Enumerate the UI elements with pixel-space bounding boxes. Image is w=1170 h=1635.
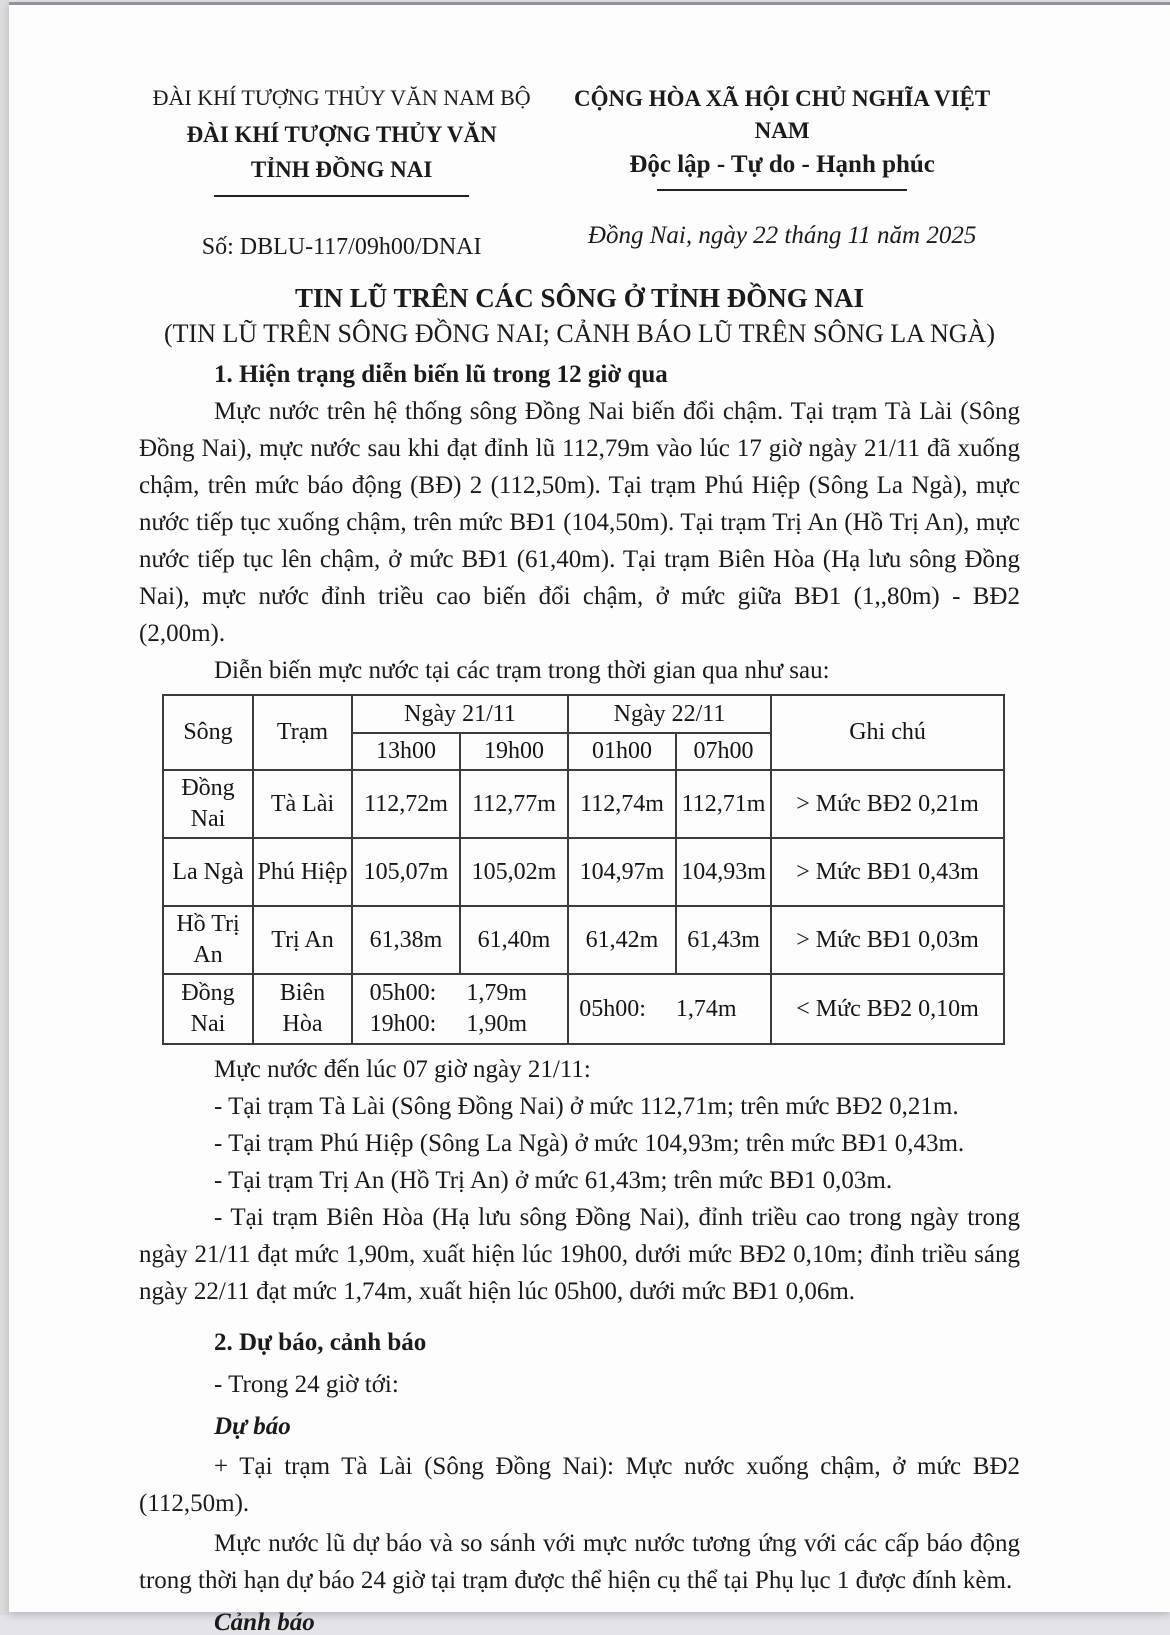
agency-name: ĐÀI KHÍ TƯỢNG THỦY VĂN bbox=[186, 122, 497, 147]
cell-tide-peaks-day2 bbox=[568, 974, 771, 1044]
cell-station: Tà Lài bbox=[253, 770, 352, 838]
tide-level: 1,74m bbox=[675, 995, 737, 1022]
title-block bbox=[139, 280, 1020, 352]
table-intro-line: Diễn biến mực nước tại các trạm trong thời gian qua như sau: bbox=[214, 657, 830, 684]
tide-time: 19h00: bbox=[369, 1011, 437, 1037]
table-header-row-days bbox=[163, 695, 1004, 733]
table-row bbox=[163, 974, 1004, 1044]
cell-tide-peaks-day1 bbox=[352, 974, 568, 1044]
dateline: Đồng Nai, ngày 22 tháng 11 năm 2025 bbox=[587, 222, 977, 249]
cell-river: La Ngà bbox=[163, 838, 253, 906]
cell-value: 112,71m bbox=[676, 770, 771, 838]
table-row bbox=[163, 838, 1004, 906]
col-header-river: Sông bbox=[163, 695, 253, 770]
col-header-day1: Ngày 21/11 bbox=[352, 695, 568, 733]
bien-hoa-paragraph: - Tại trạm Biên Hòa (Hạ lưu sông Đồng Nai), đỉnh triều cao trong ngày trong ngày 21/11 đạt mức 1,90m, xuất hiện lúc 19h00, dưới mức BĐ2 0,10m; đỉnh triều sáng ngày 22/11 đạt mức 1,74m, xuất hiện lúc 05h00, dưới mức BĐ1 0,06m. bbox=[139, 1204, 1020, 1305]
cell-value: 105,02m bbox=[460, 838, 568, 906]
appendix-paragraph: Mực nước lũ dự báo và so sánh với mực nước tương ứng với các cấp báo động trong thời hạn dự báo 24 giờ tại trạm được thể hiện cụ thể tại Phụ lục 1 được đính kèm. bbox=[139, 1530, 1020, 1594]
level-item: - Tại trạm Phú Hiệp (Sông La Ngà) ở mức 104,93m; trên mức BĐ1 0,43m. bbox=[214, 1130, 965, 1157]
national-motto-line1: CỘNG HÒA XÃ HỘI CHỦ NGHĨA VIỆT NAM bbox=[574, 86, 991, 143]
cell-value: 105,07m bbox=[352, 838, 460, 906]
cell-value: 112,77m bbox=[460, 770, 568, 838]
cell-value: 61,38m bbox=[352, 906, 460, 974]
col-header-station: Trạm bbox=[253, 695, 352, 770]
col-header-13h00: 13h00 bbox=[352, 733, 460, 770]
cell-value: 112,72m bbox=[352, 770, 460, 838]
warning-label: Cảnh báo bbox=[214, 1609, 315, 1635]
col-header-01h00: 01h00 bbox=[568, 733, 676, 770]
col-header-note: Ghi chú bbox=[771, 695, 1004, 770]
tide-time: 05h00: bbox=[579, 995, 646, 1022]
tide-time: 05h00: bbox=[369, 980, 437, 1006]
cell-river: Hồ Trị An bbox=[163, 906, 253, 974]
issuing-agency-block bbox=[139, 83, 544, 266]
col-header-19h00: 19h00 bbox=[460, 733, 568, 770]
level-item: - Tại trạm Tà Lài (Sông Đồng Nai) ở mức 112,71m; trên mức BĐ2 0,21m. bbox=[214, 1093, 959, 1120]
water-level-table bbox=[162, 694, 1005, 1045]
header-rule-left bbox=[214, 195, 469, 197]
document-subtitle: (TIN LŨ TRÊN SÔNG ĐỒNG NAI; CẢNH BÁO LŨ TRÊN SÔNG LA NGÀ) bbox=[163, 319, 995, 348]
header-rule-right bbox=[657, 189, 907, 191]
document-number: Số: DBLU-117/09h00/DNAI bbox=[201, 234, 482, 260]
document-page bbox=[9, 2, 1170, 1635]
section2-heading: 2. Dự báo, cảnh báo bbox=[214, 1329, 427, 1356]
col-header-day2: Ngày 22/11 bbox=[568, 695, 771, 733]
section1-heading: 1. Hiện trạng diễn biến lũ trong 12 giờ qua bbox=[214, 361, 668, 388]
forecast-label: Dự báo bbox=[214, 1413, 291, 1440]
levels-intro: Mực nước đến lúc 07 giờ ngày 21/11: bbox=[214, 1056, 591, 1083]
tide-level: 1,90m bbox=[466, 1011, 528, 1037]
cell-value: 104,97m bbox=[568, 838, 676, 906]
table-row bbox=[163, 770, 1004, 838]
cell-value: 104,93m bbox=[676, 838, 771, 906]
cell-station: Phú Hiệp bbox=[253, 838, 352, 906]
cell-note: > Mức BĐ1 0,43m bbox=[771, 838, 1004, 906]
cell-note: < Mức BĐ2 0,10m bbox=[771, 974, 1004, 1044]
cell-note: > Mức BĐ2 0,21m bbox=[771, 770, 1004, 838]
agency-province: TỈNH ĐỒNG NAI bbox=[250, 157, 433, 182]
document-header bbox=[139, 83, 1020, 266]
tide-peak-entry bbox=[572, 994, 767, 1025]
document-title: TIN LŨ TRÊN CÁC SÔNG Ở TỈNH ĐỒNG NAI bbox=[294, 283, 865, 313]
page-left-edge bbox=[0, 0, 9, 1615]
cell-river: Đồng Nai bbox=[163, 770, 253, 838]
table-row bbox=[163, 906, 1004, 974]
cell-river: Đồng Nai bbox=[163, 974, 253, 1044]
cell-note: > Mức BĐ1 0,03m bbox=[771, 906, 1004, 974]
cell-station: Trị An bbox=[253, 906, 352, 974]
forecast-item: + Tại trạm Tà Lài (Sông Đồng Nai): Mực nước xuống chậm, ở mức BĐ2 (112,50m). bbox=[139, 1453, 1020, 1517]
level-item: - Tại trạm Trị An (Hồ Trị An) ở mức 61,43m; trên mức BĐ1 0,03m. bbox=[214, 1167, 893, 1194]
tide-peak-entry bbox=[356, 1009, 564, 1040]
timeframe-line: - Trong 24 giờ tới: bbox=[214, 1371, 399, 1398]
national-motto-line2: Độc lập - Tự do - Hạnh phúc bbox=[629, 151, 935, 178]
cell-station: Biên Hòa bbox=[253, 974, 352, 1044]
tide-level: 1,79m bbox=[466, 980, 528, 1006]
section1-paragraph: Mực nước trên hệ thống sông Đồng Nai biến đổi chậm. Tại trạm Tà Lài (Sông Đồng Nai), mực nước sau khi đạt đỉnh lũ 112,79m vào lúc 17 giờ ngày 21/11 đã xuống chậm, trên mức báo động (BĐ) 2 (112,50m). Tại trạm Phú Hiệp (Sông La Ngà), mực nước tiếp tục xuống chậm, trên mức BĐ1 (104,50m). Tại trạm Trị An (Hồ Trị An), mực nước tiếp tục lên chậm, ở mức BĐ1 (61,40m). Tại trạm Biên Hòa (Hạ lưu sông Đồng Nai), mực nước đỉnh triều cao biến đổi chậm, ở mức giữa BĐ1 (1,,80m) - BĐ2 (2,00m). bbox=[139, 398, 1020, 647]
agency-parent-name: ĐÀI KHÍ TƯỢNG THỦY VĂN NAM BỘ bbox=[152, 85, 531, 110]
cell-value: 112,74m bbox=[568, 770, 676, 838]
cell-value: 61,42m bbox=[568, 906, 676, 974]
cell-value: 61,40m bbox=[460, 906, 568, 974]
national-motto-block bbox=[544, 83, 1020, 266]
cell-value: 61,43m bbox=[676, 906, 771, 974]
col-header-07h00: 07h00 bbox=[676, 733, 771, 770]
tide-peak-entry bbox=[356, 978, 564, 1009]
